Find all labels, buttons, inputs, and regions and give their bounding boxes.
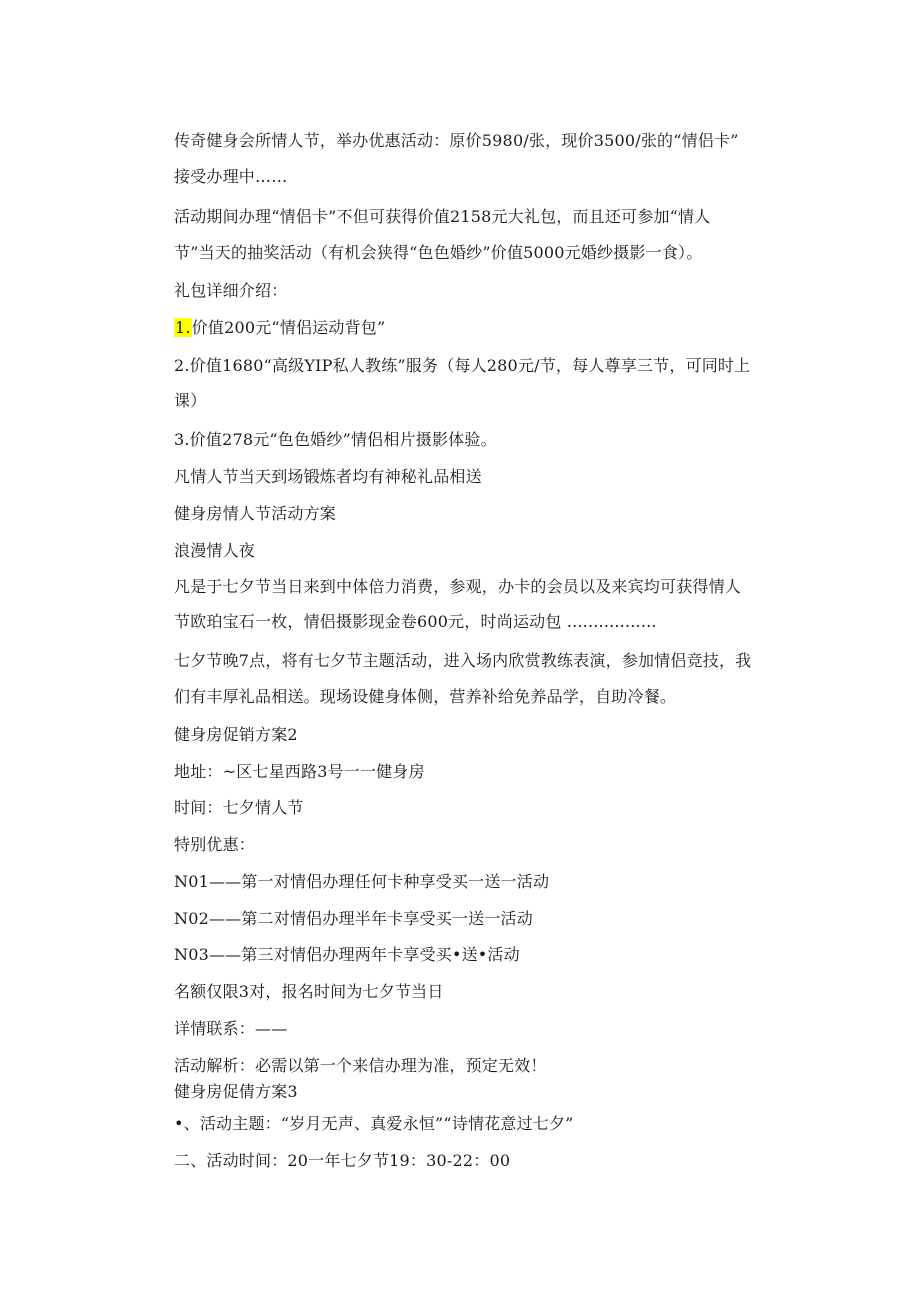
section-heading: 礼包详细介绍： [174,281,288,300]
text-line: 们有丰厚礼品相送。现场设健身体侧，营养补给免养品学，自助冷餐。 [174,687,677,706]
text-line: 节欧珀宝石一枚，情侣摄影现金卷600元，时尚运动包 ................. [174,612,657,631]
text-line: 凡情人节当天到场锻炼者均有神秘礼品相送 [174,467,482,486]
section-heading: 健身房促销方案2 [174,725,298,744]
text-line: 凡是于七夕节当日来到中体倍力消费，参观，办卡的会员以及来宾均可获得情人 [174,577,742,596]
list-item: 2.价值1680“高级YIP私人教练”服务（每人280元/节，每人尊享三节，可同时上 [174,356,751,375]
list-item [174,317,385,339]
text-line: 特别优惠： [174,835,256,854]
list-item: 3.价值278元“色色婚纱”情侣相片摄影体验。 [174,430,497,449]
list-item: N02——第二对情侣办理半年卡享受买一送一活动 [174,909,533,928]
section-heading: 健身房情人节活动方案 [174,504,337,523]
text-line: 传奇健身会所情人节，举办优惠活动：原价5980/张，现价3500/张的“情侣卡” [174,131,739,150]
list-item-text: 价值200元“情侣运动背包” [191,318,386,337]
text-line: 活动期间办理“情侣卡”不但可获得价值2158元大礼包，而且还可参加“情人 [174,207,711,226]
list-item: •、活动主题：“岁月无声、真爱永恒”“诗情花意过七夕” [174,1114,574,1133]
text-line: 活动解析：必需以第一个来信办理为准，预定无效！ [174,1056,547,1075]
section-heading: 浪漫情人夜 [174,541,256,560]
list-item: N01——第一对情侣办理任何卡种享受买一送一活动 [174,872,550,891]
text-line: 名额仅限3对，报名时间为七夕节当日 [174,982,444,1001]
text-line: 节”当天的抽奖活动（有机会狭得“色色婚纱”价值5000元婚纱摄影一食）。 [174,243,703,262]
section-heading: 健身房促倩方案3 [174,1082,298,1101]
text-line: 七夕节晚7点，将有七夕节主题活动，进入场内欣赏教练表演，参加情侣竞技，我 [174,651,752,670]
text-line: 课） [174,391,207,410]
list-item: N03——第三对情侣办理两年卡享受买•送•活动 [174,945,520,964]
text-line: 详情联系：—— [174,1019,288,1038]
text-line: 接受办理中…… [174,167,288,186]
text-line: 时间：七夕情人节 [174,798,304,817]
list-item: 二、活动时间：20一年七夕节19：30-22：00 [174,1151,511,1170]
text-line: 地址：~区七星西路3号一一健身房 [174,762,425,781]
highlighted-marker: 1. [175,318,191,337]
